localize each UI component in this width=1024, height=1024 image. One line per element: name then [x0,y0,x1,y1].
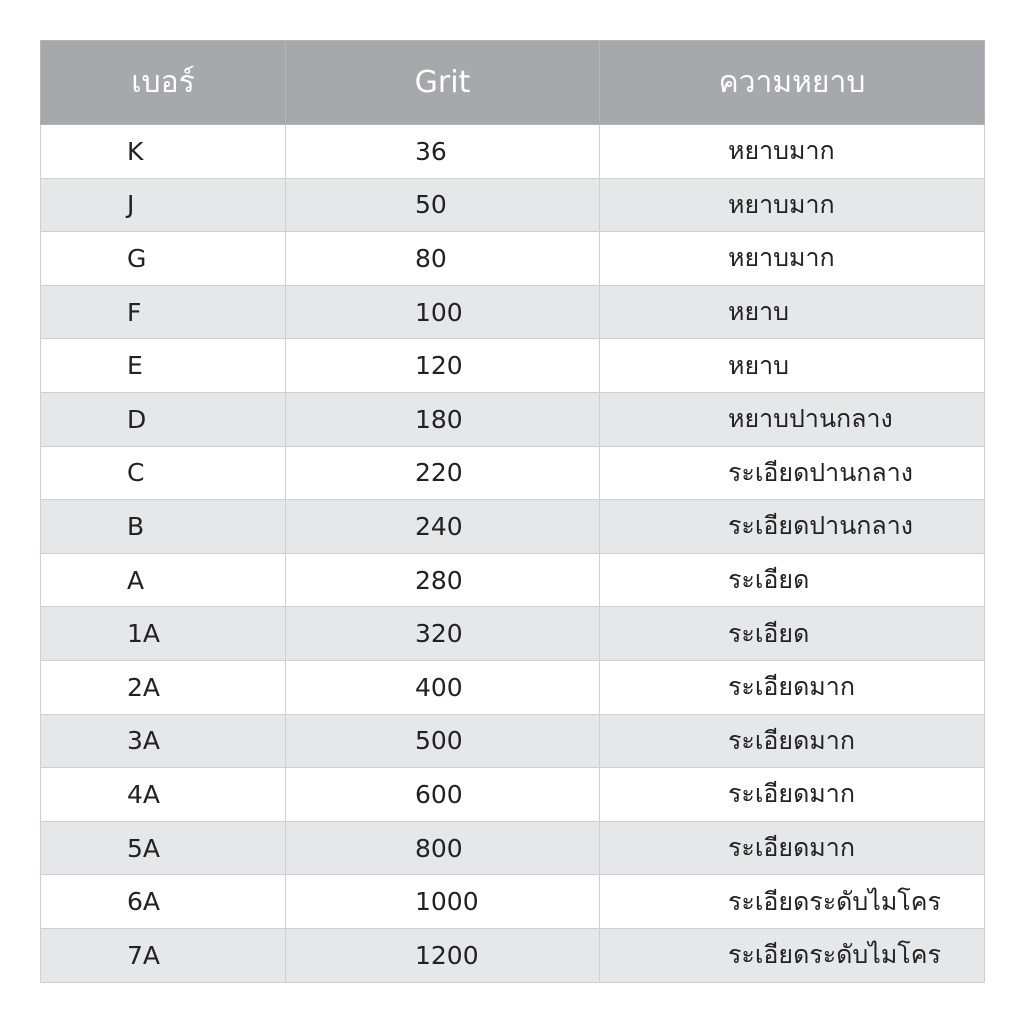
roughness-cell: ระเอียดมาก [600,768,985,822]
grade-cell: G [41,232,286,286]
grit-cell: 240 [286,500,600,554]
roughness-cell: หยาบมาก [600,178,985,232]
header-grade: เบอร์ [41,41,286,125]
table-row [41,232,985,286]
grit-cell: 800 [286,821,600,875]
roughness-cell: หยาบปานกลาง [600,392,985,446]
table-row [41,660,985,714]
grade-cell: B [41,500,286,554]
table-row [41,125,985,179]
grit-cell: 500 [286,714,600,768]
grit-cell: 1200 [286,928,600,982]
grit-cell: 50 [286,178,600,232]
table-body [41,125,985,983]
grit-cell: 220 [286,446,600,500]
grit-cell: 100 [286,285,600,339]
table-row [41,178,985,232]
grade-cell: 7A [41,928,286,982]
roughness-cell: ระเอียด [600,553,985,607]
grade-cell: 3A [41,714,286,768]
grade-cell: E [41,339,286,393]
table-row [41,392,985,446]
grade-cell: J [41,178,286,232]
grit-cell: 600 [286,768,600,822]
roughness-cell: ระเอียดมาก [600,714,985,768]
table-row [41,553,985,607]
roughness-cell: ระเอียดมาก [600,821,985,875]
roughness-cell: หยาบ [600,339,985,393]
grade-cell: 2A [41,660,286,714]
grit-cell: 280 [286,553,600,607]
grit-cell: 120 [286,339,600,393]
grit-cell: 320 [286,607,600,661]
table-row [41,339,985,393]
table-row [41,875,985,929]
table-row [41,446,985,500]
grit-cell: 180 [286,392,600,446]
grade-cell: F [41,285,286,339]
header-roughness: ความหยาบ [600,41,985,125]
roughness-cell: ระเอียดมาก [600,660,985,714]
header-grit: Grit [286,41,600,125]
grit-cell: 36 [286,125,600,179]
table-row [41,607,985,661]
grit-cell: 80 [286,232,600,286]
grade-cell: K [41,125,286,179]
roughness-cell: ระเอียดปานกลาง [600,500,985,554]
table-row [41,500,985,554]
roughness-cell: หยาบ [600,285,985,339]
table-header [41,41,985,125]
grade-cell: 4A [41,768,286,822]
grit-cell: 1000 [286,875,600,929]
roughness-cell: ระเอียด [600,607,985,661]
grade-cell: 5A [41,821,286,875]
roughness-cell: หยาบมาก [600,232,985,286]
table-row [41,821,985,875]
roughness-cell: ระเอียดระดับไมโคร [600,875,985,929]
table-row [41,928,985,982]
grade-cell: D [41,392,286,446]
header-row [41,41,985,125]
grit-table [40,40,985,983]
grade-cell: A [41,553,286,607]
table-row [41,714,985,768]
grade-cell: C [41,446,286,500]
roughness-cell: หยาบมาก [600,125,985,179]
roughness-cell: ระเอียดระดับไมโคร [600,928,985,982]
table-row [41,768,985,822]
grade-cell: 6A [41,875,286,929]
grade-cell: 1A [41,607,286,661]
grit-cell: 400 [286,660,600,714]
table-row [41,285,985,339]
roughness-cell: ระเอียดปานกลาง [600,446,985,500]
